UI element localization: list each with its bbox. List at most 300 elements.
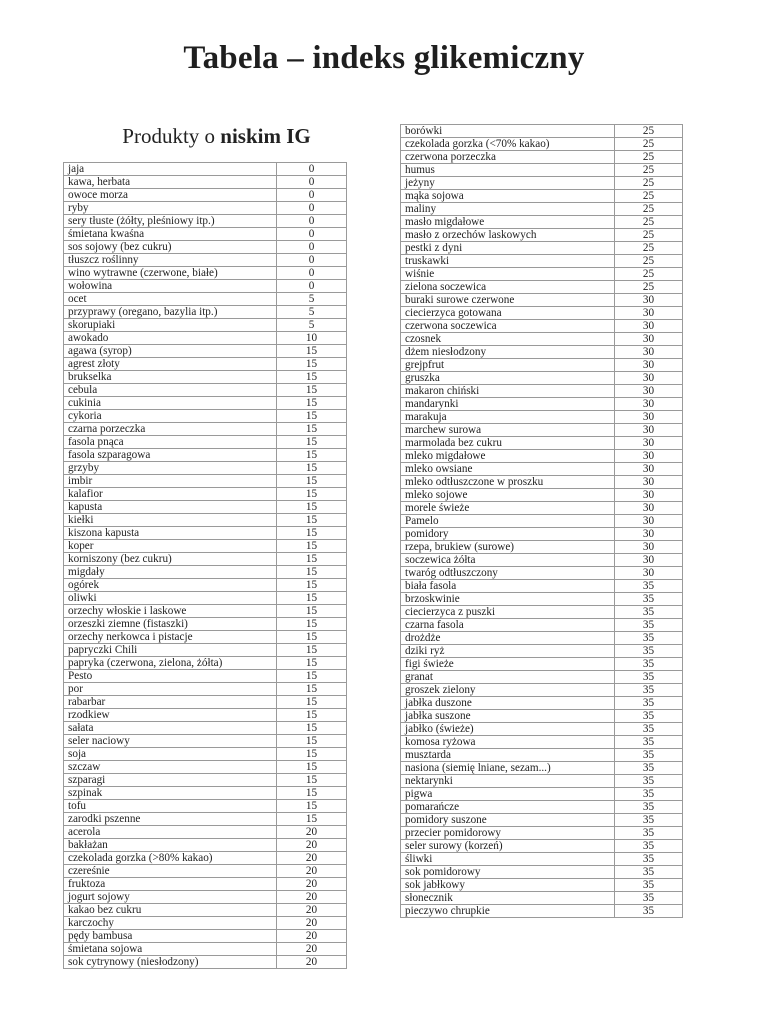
table-row [64, 228, 347, 241]
product-name: musztarda [401, 749, 615, 762]
ig-value: 35 [615, 606, 683, 619]
low-ig-table-right [400, 124, 683, 918]
product-name: agawa (syrop) [64, 345, 277, 358]
table-row [401, 723, 683, 736]
table-row [64, 501, 347, 514]
ig-value: 35 [615, 827, 683, 840]
ig-value: 0 [277, 241, 347, 254]
ig-value: 35 [615, 593, 683, 606]
ig-value: 30 [615, 346, 683, 359]
ig-value: 30 [615, 502, 683, 515]
product-name: zarodki pszenne [64, 813, 277, 826]
ig-value: 35 [615, 866, 683, 879]
product-name: wiśnie [401, 268, 615, 281]
ig-value: 30 [615, 476, 683, 489]
ig-value: 35 [615, 840, 683, 853]
product-name: przyprawy (oregano, bazylia itp.) [64, 306, 277, 319]
ig-value: 30 [615, 307, 683, 320]
table-row [401, 554, 683, 567]
table-row [64, 540, 347, 553]
product-name: kalafior [64, 488, 277, 501]
table-row [64, 722, 347, 735]
table-row [401, 333, 683, 346]
table-row [401, 151, 683, 164]
ig-value: 15 [277, 371, 347, 384]
table-row [401, 645, 683, 658]
product-name: czerwona soczewica [401, 320, 615, 333]
table-row [401, 684, 683, 697]
ig-value: 35 [615, 749, 683, 762]
ig-value: 30 [615, 437, 683, 450]
table-row [401, 424, 683, 437]
ig-value: 0 [277, 228, 347, 241]
section-title [60, 124, 373, 149]
product-name: pomidory suszone [401, 814, 615, 827]
table-row [64, 475, 347, 488]
ig-value: 15 [277, 501, 347, 514]
product-name: dżem niesłodzony [401, 346, 615, 359]
ig-value: 15 [277, 566, 347, 579]
table-row [64, 163, 347, 176]
ig-value: 0 [277, 267, 347, 280]
ig-value: 25 [615, 177, 683, 190]
product-name: sok cytrynowy (niesłodzony) [64, 956, 277, 969]
ig-value: 25 [615, 216, 683, 229]
product-name: orzechy włoskie i laskowe [64, 605, 277, 618]
product-name: imbir [64, 475, 277, 488]
product-name: orzechy nerkowca i pistacje [64, 631, 277, 644]
table-row [401, 450, 683, 463]
product-name: szczaw [64, 761, 277, 774]
table-row [401, 593, 683, 606]
product-name: migdały [64, 566, 277, 579]
table-row [64, 514, 347, 527]
product-name: fruktoza [64, 878, 277, 891]
product-name: soja [64, 748, 277, 761]
product-name: jabłka duszone [401, 697, 615, 710]
table-row [64, 371, 347, 384]
table-row [401, 320, 683, 333]
product-name: mleko migdałowe [401, 450, 615, 463]
table-row [401, 281, 683, 294]
ig-value: 15 [277, 800, 347, 813]
table-row [401, 125, 683, 138]
product-name: korniszony (bez cukru) [64, 553, 277, 566]
table-row [401, 398, 683, 411]
ig-value: 25 [615, 138, 683, 151]
product-name: nektarynki [401, 775, 615, 788]
product-name: czerwona porzeczka [401, 151, 615, 164]
table-row [401, 203, 683, 216]
ig-value: 20 [277, 956, 347, 969]
product-name: cebula [64, 384, 277, 397]
product-name: ogórek [64, 579, 277, 592]
ig-value: 15 [277, 774, 347, 787]
product-name: ciecierzyca z puszki [401, 606, 615, 619]
product-name: pomarańcze [401, 801, 615, 814]
table-row [401, 827, 683, 840]
ig-value: 0 [277, 176, 347, 189]
product-name: mleko sojowe [401, 489, 615, 502]
product-name: karczochy [64, 917, 277, 930]
product-name: czarna fasola [401, 619, 615, 632]
ig-value: 15 [277, 553, 347, 566]
table-row [64, 423, 347, 436]
ig-value: 20 [277, 943, 347, 956]
table-row [401, 697, 683, 710]
product-name: Pesto [64, 670, 277, 683]
ig-value: 35 [615, 671, 683, 684]
ig-value: 15 [277, 514, 347, 527]
table-row [64, 709, 347, 722]
product-name: grejpfrut [401, 359, 615, 372]
product-name: oliwki [64, 592, 277, 605]
product-name: kawa, herbata [64, 176, 277, 189]
table-row [401, 762, 683, 775]
product-name: ciecierzyca gotowana [401, 307, 615, 320]
ig-value: 15 [277, 436, 347, 449]
product-name: drożdże [401, 632, 615, 645]
product-name: wino wytrawne (czerwone, białe) [64, 267, 277, 280]
table-row [401, 606, 683, 619]
ig-value: 15 [277, 410, 347, 423]
table-row [64, 748, 347, 761]
table-row [401, 775, 683, 788]
table-row [401, 164, 683, 177]
product-name: papryka (czerwona, zielona, żółta) [64, 657, 277, 670]
table-row [64, 280, 347, 293]
product-name: szpinak [64, 787, 277, 800]
table-row [64, 605, 347, 618]
product-name: grzyby [64, 462, 277, 475]
product-name: tłuszcz roślinny [64, 254, 277, 267]
table-row [401, 840, 683, 853]
product-name: ocet [64, 293, 277, 306]
table-row [401, 671, 683, 684]
ig-value: 15 [277, 696, 347, 709]
product-name: słonecznik [401, 892, 615, 905]
ig-value: 30 [615, 489, 683, 502]
product-name: humus [401, 164, 615, 177]
table-row [64, 449, 347, 462]
ig-value: 15 [277, 358, 347, 371]
ig-value: 20 [277, 917, 347, 930]
ig-value: 30 [615, 515, 683, 528]
table-row [401, 177, 683, 190]
ig-value: 35 [615, 684, 683, 697]
product-name: czereśnie [64, 865, 277, 878]
ig-value: 35 [615, 697, 683, 710]
table-row [401, 307, 683, 320]
ig-value: 15 [277, 735, 347, 748]
ig-value: 0 [277, 280, 347, 293]
ig-value: 15 [277, 670, 347, 683]
ig-value: 30 [615, 567, 683, 580]
ig-value: 15 [277, 631, 347, 644]
table-row [401, 710, 683, 723]
page-title: Tabela – indeks glikemiczny [183, 40, 585, 76]
product-name: koper [64, 540, 277, 553]
ig-value: 35 [615, 801, 683, 814]
table-row [401, 411, 683, 424]
ig-value: 15 [277, 605, 347, 618]
product-name: kiełki [64, 514, 277, 527]
product-name: owoce morza [64, 189, 277, 202]
ig-value: 15 [277, 423, 347, 436]
ig-value: 30 [615, 294, 683, 307]
product-name: borówki [401, 125, 615, 138]
table-row [64, 410, 347, 423]
table-row [401, 359, 683, 372]
table-row [64, 735, 347, 748]
product-name: buraki surowe czerwone [401, 294, 615, 307]
table-row [64, 670, 347, 683]
table-row [401, 892, 683, 905]
product-name: sok jabłkowy [401, 879, 615, 892]
table-row [64, 930, 347, 943]
ig-value: 35 [615, 892, 683, 905]
ig-value: 20 [277, 839, 347, 852]
product-name: kiszona kapusta [64, 527, 277, 540]
ig-value: 15 [277, 761, 347, 774]
product-name: jogurt sojowy [64, 891, 277, 904]
ig-value: 35 [615, 723, 683, 736]
table-row [401, 476, 683, 489]
table-row [64, 345, 347, 358]
product-name: granat [401, 671, 615, 684]
table-row [401, 814, 683, 827]
ig-value: 0 [277, 163, 347, 176]
ig-value: 15 [277, 345, 347, 358]
ig-value: 20 [277, 904, 347, 917]
table-row [401, 866, 683, 879]
product-name: czekolada gorzka (>80% kakao) [64, 852, 277, 865]
ig-value: 35 [615, 879, 683, 892]
ig-value: 35 [615, 853, 683, 866]
ig-value: 20 [277, 865, 347, 878]
ig-value: 15 [277, 683, 347, 696]
product-name: czarna porzeczka [64, 423, 277, 436]
product-name: kapusta [64, 501, 277, 514]
ig-value: 35 [615, 710, 683, 723]
ig-value: 10 [277, 332, 347, 345]
product-name: fasola pnąca [64, 436, 277, 449]
product-name: jabłko (świeże) [401, 723, 615, 736]
table-row [401, 853, 683, 866]
ig-value: 25 [615, 203, 683, 216]
ig-value: 15 [277, 748, 347, 761]
product-name: Pamelo [401, 515, 615, 528]
ig-value: 20 [277, 930, 347, 943]
table-row [401, 242, 683, 255]
ig-value: 15 [277, 449, 347, 462]
ig-value: 15 [277, 475, 347, 488]
product-name: brukselka [64, 371, 277, 384]
ig-value: 35 [615, 905, 683, 918]
ig-value: 30 [615, 554, 683, 567]
product-name: skorupiaki [64, 319, 277, 332]
ig-value: 0 [277, 215, 347, 228]
ig-value: 15 [277, 644, 347, 657]
table-row [64, 865, 347, 878]
ig-value: 30 [615, 372, 683, 385]
product-name: groszek zielony [401, 684, 615, 697]
table-row [64, 566, 347, 579]
product-name: pędy bambusa [64, 930, 277, 943]
table-row [64, 618, 347, 631]
product-name: awokado [64, 332, 277, 345]
product-name: mandarynki [401, 398, 615, 411]
product-name: soczewica żółta [401, 554, 615, 567]
ig-value: 20 [277, 852, 347, 865]
product-name: acerola [64, 826, 277, 839]
ig-value: 35 [615, 762, 683, 775]
table-row [401, 385, 683, 398]
table-row [401, 580, 683, 593]
table-row [64, 384, 347, 397]
table-row [64, 696, 347, 709]
table-row [64, 358, 347, 371]
table-row [401, 229, 683, 242]
table-row [64, 631, 347, 644]
product-name: gruszka [401, 372, 615, 385]
table-row [401, 489, 683, 502]
ig-value: 15 [277, 722, 347, 735]
product-name: maliny [401, 203, 615, 216]
table-row [401, 567, 683, 580]
product-name: wołowina [64, 280, 277, 293]
product-name: orzeszki ziemne (fistaszki) [64, 618, 277, 631]
table-row [401, 788, 683, 801]
table-row [64, 878, 347, 891]
product-name: tofu [64, 800, 277, 813]
table-row [64, 800, 347, 813]
product-name: marakuja [401, 411, 615, 424]
product-name: sery tłuste (żółty, pleśniowy itp.) [64, 215, 277, 228]
table-row [64, 774, 347, 787]
ig-value: 15 [277, 787, 347, 800]
product-name: sałata [64, 722, 277, 735]
table-row [64, 319, 347, 332]
table-row [64, 891, 347, 904]
product-name: mleko owsiane [401, 463, 615, 476]
ig-value: 15 [277, 527, 347, 540]
low-ig-table-left [63, 162, 347, 969]
table-row [64, 813, 347, 826]
ig-value: 25 [615, 281, 683, 294]
ig-value: 30 [615, 333, 683, 346]
product-name: nasiona (siemię lniane, sezam...) [401, 762, 615, 775]
product-name: jeżyny [401, 177, 615, 190]
ig-value: 15 [277, 384, 347, 397]
ig-value: 30 [615, 450, 683, 463]
table-row [401, 502, 683, 515]
ig-value: 30 [615, 528, 683, 541]
table-row [401, 515, 683, 528]
product-name: mąka sojowa [401, 190, 615, 203]
product-name: pomidory [401, 528, 615, 541]
table-row [64, 215, 347, 228]
ig-value: 35 [615, 814, 683, 827]
ig-value: 25 [615, 229, 683, 242]
table-row [64, 579, 347, 592]
table-row [401, 528, 683, 541]
product-name: morele świeże [401, 502, 615, 515]
product-name: cykoria [64, 410, 277, 423]
ig-value: 25 [615, 255, 683, 268]
ig-value: 20 [277, 826, 347, 839]
table-row [401, 268, 683, 281]
product-name: jaja [64, 163, 277, 176]
product-name: makaron chiński [401, 385, 615, 398]
product-name: por [64, 683, 277, 696]
table-row [64, 189, 347, 202]
ig-value: 35 [615, 580, 683, 593]
ig-value: 15 [277, 540, 347, 553]
product-name: fasola szparagowa [64, 449, 277, 462]
table-row [401, 346, 683, 359]
ig-value: 35 [615, 775, 683, 788]
product-name: dziki ryż [401, 645, 615, 658]
product-name: szparagi [64, 774, 277, 787]
table-row [64, 202, 347, 215]
table-row [64, 761, 347, 774]
table-row [64, 826, 347, 839]
ig-value: 15 [277, 488, 347, 501]
table-row [64, 293, 347, 306]
ig-value: 5 [277, 319, 347, 332]
section-title-bold: niskim IG [220, 124, 311, 148]
table-row [64, 943, 347, 956]
product-name: rzepa, brukiew (surowe) [401, 541, 615, 554]
ig-value: 25 [615, 151, 683, 164]
product-name: śmietana kwaśna [64, 228, 277, 241]
ig-value: 20 [277, 891, 347, 904]
table-row [64, 657, 347, 670]
product-name: zielona soczewica [401, 281, 615, 294]
product-name: masło z orzechów laskowych [401, 229, 615, 242]
table-row [401, 255, 683, 268]
table-row [401, 541, 683, 554]
product-name: pieczywo chrupkie [401, 905, 615, 918]
product-name: przecier pomidorowy [401, 827, 615, 840]
table-row [401, 190, 683, 203]
product-name: komosa ryżowa [401, 736, 615, 749]
ig-value: 30 [615, 463, 683, 476]
ig-value: 5 [277, 306, 347, 319]
ig-value: 30 [615, 320, 683, 333]
table-row [64, 306, 347, 319]
ig-value: 35 [615, 736, 683, 749]
table-row [401, 216, 683, 229]
ig-value: 15 [277, 657, 347, 670]
product-name: ryby [64, 202, 277, 215]
product-name: mleko odtłuszczone w proszku [401, 476, 615, 489]
table-row [64, 839, 347, 852]
table-row [401, 463, 683, 476]
product-name: seler surowy (korzeń) [401, 840, 615, 853]
table-row [401, 905, 683, 918]
ig-value: 25 [615, 268, 683, 281]
ig-value: 25 [615, 190, 683, 203]
table-row [64, 462, 347, 475]
table-row [401, 619, 683, 632]
ig-value: 15 [277, 813, 347, 826]
ig-value: 30 [615, 541, 683, 554]
product-name: cukinia [64, 397, 277, 410]
table-row [401, 294, 683, 307]
ig-value: 15 [277, 462, 347, 475]
